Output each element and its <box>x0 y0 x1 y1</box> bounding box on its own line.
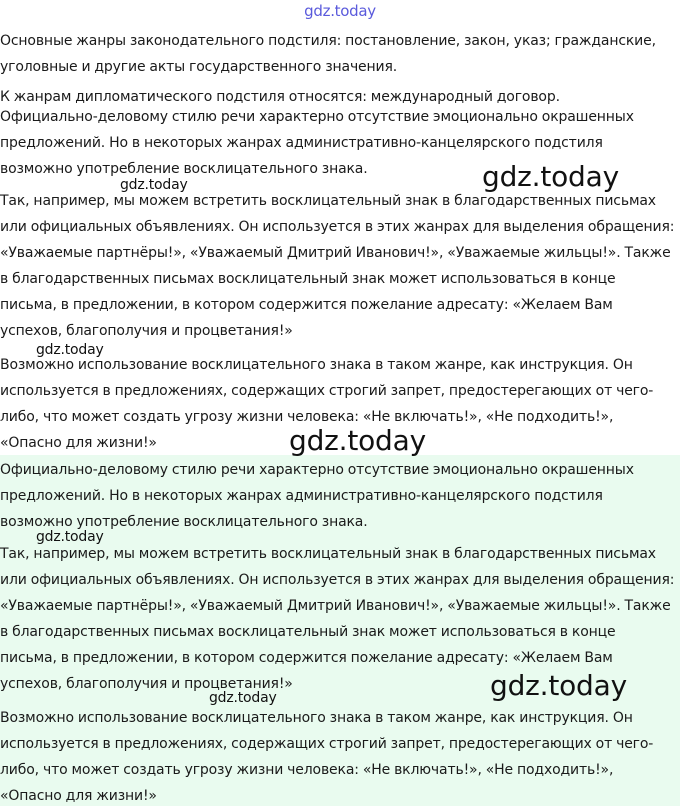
header-watermark[interactable]: gdz.today <box>304 2 376 20</box>
paragraph-exclamation-instructions: Возможно использование восклицательного знака в таком жанре, как инструкция. Он используется в предложениях, содержащих строгий запрет, предостерегающих от чего-либо, что может создать угрозу жизни человека: «Не включать!», «Не подходить!», «Опасно для жизни!» <box>0 357 654 451</box>
answer-block <box>0 455 680 806</box>
paragraph-diplomatic-genres: К жанрам дипломатического подстиля относятся: международный договор. <box>0 89 560 104</box>
paragraph-official-style: Официально-деловому стилю речи характерно отсутствие эмоционально окрашенных предложений. Но в некоторых жанрах административно-канцелярского подстиля возможно употребление восклицательного знака. <box>0 109 634 177</box>
paragraph-legislative-genres: Основные жанры законодательного подстиля: постановление, закон, указ; гражданские, уголовные и другие акты государственного значения. <box>0 33 656 75</box>
watermark-large: gdz.today <box>289 424 426 457</box>
watermark-small: gdz.today <box>209 690 277 706</box>
answer-paragraph-official-style: Официально-деловому стилю речи характерно отсутствие эмоционально окрашенных предложений. Но в некоторых жанрах административно-канцелярского подстиля возможно употребление восклицательного знака. <box>0 462 634 530</box>
watermark-small: gdz.today <box>36 529 104 545</box>
watermark-large: gdz.today <box>490 669 627 702</box>
answer-paragraph-exclamation-instructions: Возможно использование восклицательного знака в таком жанре, как инструкция. Он используется в предложениях, содержащих строгий запрет, предостерегающих от чего-либо, что может создать угрозу жизни человека: «Не включать!», «Не подходить!», «Опасно для жизни!» <box>0 710 654 804</box>
watermark-small: gdz.today <box>36 342 104 358</box>
paragraph-exclamation-letters: Так, например, мы можем встретить восклицательный знак в благодарственных письмах или официальных объявлениях. Он используется в этих жанрах для выделения обращения: «Уважаемые партнёры!», «Уважаемый Дмитрий Иванович!», «Уважаемые жильцы!». Также в благодарственных письмах восклицательный знак может использоваться в конце письма, в предложении, в котором содержится пожелание адресату: «Желаем Вам успехов, благополучия и процветания!» <box>0 193 675 339</box>
answer-paragraph-exclamation-letters: Так, например, мы можем встретить восклицательный знак в благодарственных письмах или официальных объявлениях. Он используется в этих жанрах для выделения обращения: «Уважаемые партнёры!», «Уважаемый Дмитрий Иванович!», «Уважаемые жильцы!». Также в благодарственных письмах восклицательный знак может использоваться в конце письма, в предложении, в котором содержится пожелание адресату: «Желаем Вам успехов, благополучия и процветания!» <box>0 546 675 692</box>
watermark-small: gdz.today <box>120 177 188 193</box>
watermark-large: gdz.today <box>482 160 619 193</box>
